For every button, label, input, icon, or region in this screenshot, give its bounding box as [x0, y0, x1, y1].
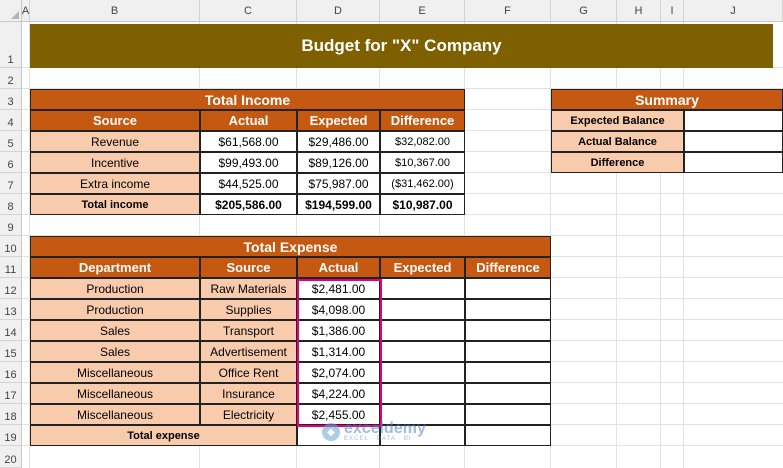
income-total-label[interactable]: Total income — [30, 194, 200, 215]
income-value-cell[interactable]: $89,126.00 — [297, 152, 380, 173]
page-title[interactable]: Budget for "X" Company — [30, 24, 773, 68]
expense-expected-cell[interactable] — [380, 299, 465, 320]
expense-total-difference-cell[interactable] — [465, 425, 551, 446]
column-header-a[interactable]: A — [22, 0, 30, 22]
expense-difference-cell[interactable] — [465, 299, 551, 320]
row-header-13[interactable]: 13 — [0, 299, 22, 320]
row-header-15[interactable]: 15 — [0, 341, 22, 362]
expense-department-cell[interactable]: Production — [30, 278, 200, 299]
row-header-17[interactable]: 17 — [0, 383, 22, 404]
income-value-cell[interactable]: ($31,462.00) — [380, 173, 465, 194]
expense-difference-cell[interactable] — [465, 383, 551, 404]
income-header-difference[interactable]: Difference — [380, 110, 465, 131]
expense-source-cell[interactable]: Insurance — [200, 383, 297, 404]
income-header-expected[interactable]: Expected — [297, 110, 380, 131]
watermark-tagline: EXCEL · DATA · BI — [344, 436, 412, 442]
expense-department-cell[interactable]: Sales — [30, 341, 200, 362]
row-header-16[interactable]: 16 — [0, 362, 22, 383]
expense-department-cell[interactable]: Miscellaneous — [30, 383, 200, 404]
expense-header-actual[interactable]: Actual — [297, 257, 380, 278]
income-value-cell[interactable]: $10,367.00 — [380, 152, 465, 173]
select-all-corner[interactable] — [0, 0, 22, 22]
row-header-6[interactable]: 6 — [0, 152, 22, 173]
expense-difference-cell[interactable] — [465, 341, 551, 362]
expense-actual-cell[interactable]: $2,455.00 — [297, 404, 380, 425]
column-header-g[interactable]: G — [551, 0, 617, 22]
row-header-2[interactable]: 2 — [0, 68, 22, 89]
row-header-10[interactable]: 10 — [0, 236, 22, 257]
expense-difference-cell[interactable] — [465, 362, 551, 383]
expense-source-cell[interactable]: Transport — [200, 320, 297, 341]
income-total-cell[interactable]: $205,586.00 — [200, 194, 297, 215]
expense-actual-cell[interactable]: $4,098.00 — [297, 299, 380, 320]
row-header-11[interactable]: 11 — [0, 257, 22, 278]
summary-value-cell[interactable] — [684, 152, 783, 173]
income-source-cell[interactable]: Revenue — [30, 131, 200, 152]
summary-label-actual-balance[interactable]: Actual Balance — [551, 131, 684, 152]
row-header-3[interactable]: 3 — [0, 89, 22, 110]
row-header-18[interactable]: 18 — [0, 404, 22, 425]
column-header-d[interactable]: D — [297, 0, 380, 22]
expense-expected-cell[interactable] — [380, 362, 465, 383]
row-header-14[interactable]: 14 — [0, 320, 22, 341]
expense-expected-cell[interactable] — [380, 320, 465, 341]
expense-expected-cell[interactable] — [380, 278, 465, 299]
row-header-12[interactable]: 12 — [0, 278, 22, 299]
row-header-8[interactable]: 8 — [0, 194, 22, 215]
column-header-e[interactable]: E — [380, 0, 465, 22]
row-header-20[interactable]: 20 — [0, 446, 22, 468]
watermark-name: exceldemy — [344, 420, 426, 437]
expense-actual-cell[interactable]: $4,224.00 — [297, 383, 380, 404]
row-header-9[interactable]: 9 — [0, 215, 22, 236]
income-value-cell[interactable]: $29,486.00 — [297, 131, 380, 152]
expense-actual-cell[interactable]: $1,386.00 — [297, 320, 380, 341]
row-header-1[interactable]: 1 — [0, 22, 22, 68]
expense-department-cell[interactable]: Miscellaneous — [30, 362, 200, 383]
expense-total-label[interactable]: Total expense — [30, 425, 297, 446]
expense-header-expected[interactable]: Expected — [380, 257, 465, 278]
expense-header-department[interactable]: Department — [30, 257, 200, 278]
expense-source-cell[interactable]: Supplies — [200, 299, 297, 320]
income-total-cell[interactable]: $194,599.00 — [297, 194, 380, 215]
summary-title: Summary — [551, 89, 783, 110]
column-header-c[interactable]: C — [200, 0, 297, 22]
row-header-7[interactable]: 7 — [0, 173, 22, 194]
summary-label-difference[interactable]: Difference — [551, 152, 684, 173]
income-value-cell[interactable]: $32,082.00 — [380, 131, 465, 152]
row-header-5[interactable]: 5 — [0, 131, 22, 152]
income-value-cell[interactable]: $75,987.00 — [297, 173, 380, 194]
expense-title: Total Expense — [30, 236, 551, 257]
exceldemy-logo-icon: ◆ — [322, 423, 340, 441]
income-header-actual[interactable]: Actual — [200, 110, 297, 131]
income-total-cell[interactable]: $10,987.00 — [380, 194, 465, 215]
expense-difference-cell[interactable] — [465, 278, 551, 299]
summary-label-expected-balance[interactable]: Expected Balance — [551, 110, 684, 131]
income-header-source[interactable]: Source — [30, 110, 200, 131]
expense-actual-cell[interactable]: $1,314.00 — [297, 341, 380, 362]
income-value-cell[interactable]: $61,568.00 — [200, 131, 297, 152]
expense-actual-cell[interactable]: $2,481.00 — [297, 278, 380, 299]
column-header-h[interactable]: H — [617, 0, 661, 22]
income-title: Total Income — [30, 89, 465, 110]
column-header-b[interactable]: B — [30, 0, 200, 22]
expense-source-cell[interactable]: Raw Materials — [200, 278, 297, 299]
row-header-4[interactable]: 4 — [0, 110, 22, 131]
expense-source-cell[interactable]: Electricity — [200, 404, 297, 425]
expense-source-cell[interactable]: Office Rent — [200, 362, 297, 383]
expense-header-source[interactable]: Source — [200, 257, 297, 278]
income-source-cell[interactable]: Extra income — [30, 173, 200, 194]
column-header-f[interactable]: F — [465, 0, 551, 22]
summary-value-cell[interactable] — [684, 131, 783, 152]
expense-department-cell[interactable]: Miscellaneous — [30, 404, 200, 425]
column-header-j[interactable]: J — [684, 0, 783, 22]
expense-header-difference[interactable]: Difference — [465, 257, 551, 278]
watermark — [322, 422, 426, 442]
expense-difference-cell[interactable] — [465, 404, 551, 425]
expense-difference-cell[interactable] — [465, 320, 551, 341]
income-value-cell[interactable]: $99,493.00 — [200, 152, 297, 173]
income-value-cell[interactable]: $44,525.00 — [200, 173, 297, 194]
income-source-cell[interactable]: Incentive — [30, 152, 200, 173]
expense-source-cell[interactable]: Advertisement — [200, 341, 297, 362]
row-header-19[interactable]: 19 — [0, 425, 22, 446]
expense-expected-cell[interactable] — [380, 383, 465, 404]
expense-department-cell[interactable]: Production — [30, 299, 200, 320]
expense-department-cell[interactable]: Sales — [30, 320, 200, 341]
column-header-i[interactable]: I — [661, 0, 684, 22]
expense-expected-cell[interactable] — [380, 341, 465, 362]
expense-actual-cell[interactable]: $2,074.00 — [297, 362, 380, 383]
summary-value-cell[interactable] — [684, 110, 783, 131]
